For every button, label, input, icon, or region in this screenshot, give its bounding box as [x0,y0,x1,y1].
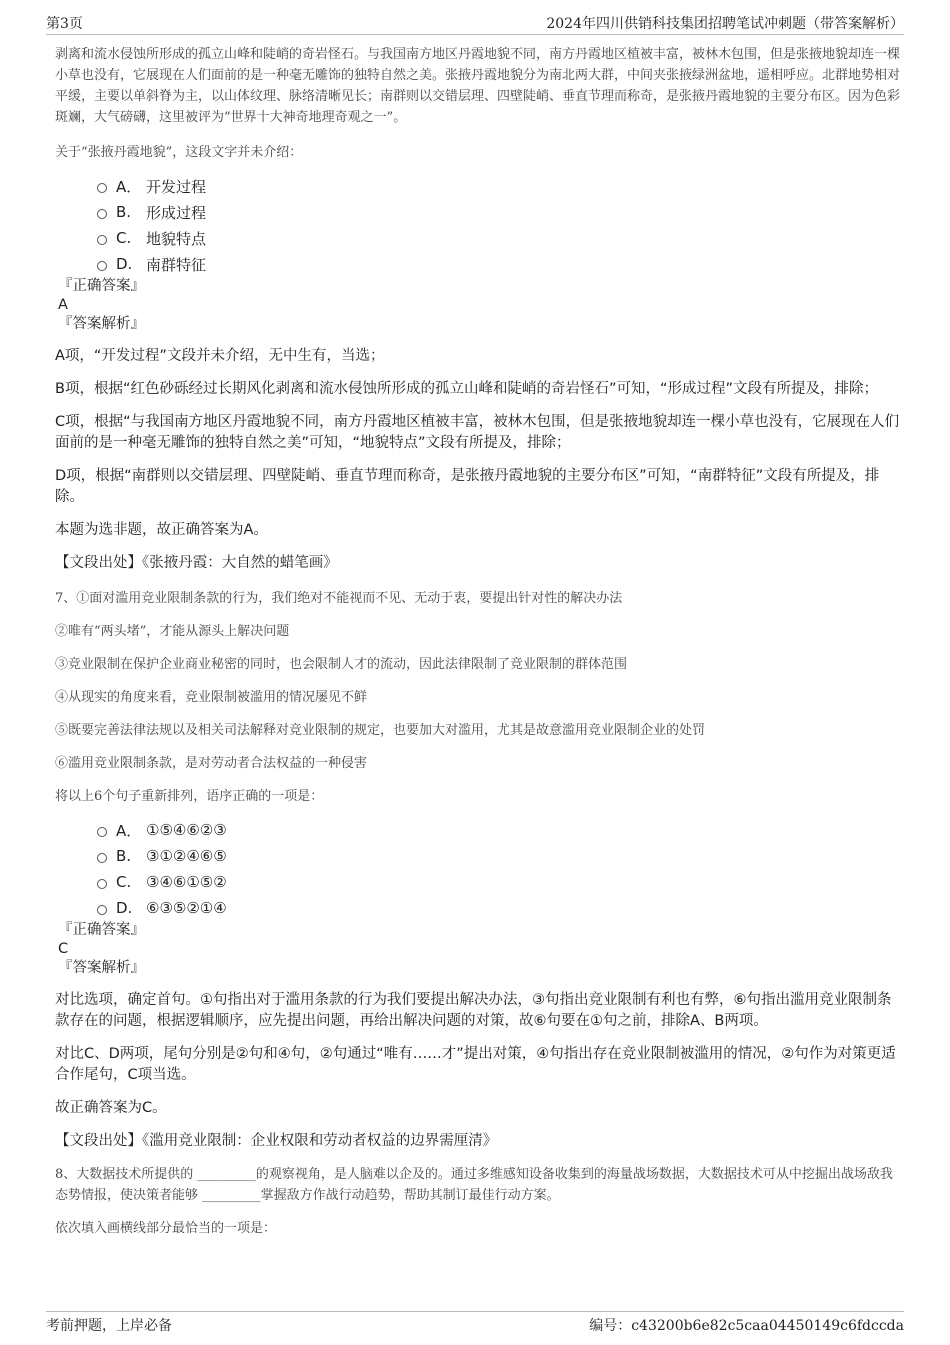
q8-question: 依次填入画横线部分最恰当的一项是： [55,1221,277,1236]
q7-analysis-2: 对比C、D两项，尾句分别是②句和④句，②句通过“唯有……才”提出对策，④句指出存在竞业限制被滥用的情况，②句作为对策更适合作尾句，C项当选。 [55,1046,896,1083]
q7-analysis-1: 对比选项，确定首句。①句指出对于滥用条款的行为我们要提出解决办法，③句指出竞业限制有利也有弊，⑥句指出滥用竞业限制条款存在的问题，根据逻辑顺序，应先提出问题，再给出解决问题的对策，故⑥句要在①句之前，排除A、B两项。 [55,992,892,1029]
radio-icon[interactable] [97,235,107,245]
q6-analysis-3: C项，根据“与我国南方地区丹霞地貌不同，南方丹霞地区植被丰富，被林木包围，但是张掖地貌却连一棵小草也没有，它展现在人们面前的是一种毫无雕饰的独特自然之美”可知，“地貌特点”文段有所提及，排除； [55,414,900,451]
q7-option-d[interactable]: D. ⑥③⑤②①④ [97,895,900,921]
q8-text: 8、大数据技术所提供的 _________的观察视角，是人脑难以企及的。通过多维感知设备收集到的海量战场数据，大数据技术可从中挖掘出战场敌我态势情报，使决策者能够 _________掌握敌方作战行动趋势，帮助其制订最佳行动方案。 [55,1167,893,1203]
q6-passage: 剥离和流水侵蚀所形成的孤立山峰和陡峭的奇岩怪石。与我国南方地区丹霞地貌不同，南方丹霞地区植被丰富，被林木包围，但是张掖地貌却连一棵小草也没有，它展现在人们面前的是一种毫无雕饰的独特自然之美。张掖丹霞地貌分为南北两大群，中间夹张掖绿洲盆地，遥相呼应。北群地势相对平缓，主要以单斜脊为主，以山体纹理、脉络清晰见长；南群则以交错层理、四壁陡峭、垂直节理而称奇，是张掖丹霞地貌的主要分布区。因为色彩斑斓，大气磅礴，这里被评为“世界十大神奇地理奇观之一”。 [55,47,901,125]
radio-icon[interactable] [97,853,107,863]
page-footer [46,1311,904,1336]
q6-analysis-2: B项，根据“红色砂砾经过长期风化剥离和流水侵蚀所形成的孤立山峰和陡峭的奇岩怪石”可知，“形成过程”文段有所提及，排除； [55,381,878,397]
q7-answer-label: 『正确答案』 [58,922,145,938]
q6-option-b[interactable]: B. 形成过程 [97,199,900,225]
q7-option-a[interactable]: A． ①⑤④⑥②③ [97,817,900,843]
q7-sentence-4: ④从现实的角度来看，竞业限制被滥用的情况屡见不鲜 [55,690,368,705]
q6-analysis-1: A项，“开发过程”文段并未介绍，无中生有，当选； [55,348,385,364]
q6-option-a[interactable]: A． 开发过程 [97,173,900,199]
radio-icon[interactable] [97,905,107,915]
q6-answer-label: 『正确答案』 [58,278,145,294]
q7-sentence-6: ⑥滥用竞业限制条款，是对劳动者合法权益的一种侵害 [55,756,368,771]
q7-sentence-3: ③竞业限制在保护企业商业秘密的同时，也会限制人才的流动，因此法律限制了竞业限制的群体范围 [55,657,628,672]
radio-icon[interactable] [97,261,107,271]
radio-icon[interactable] [97,879,107,889]
q7-analysis-3: 故正确答案为C。 [55,1100,167,1116]
q7-sentence-1: 7、①面对滥用竞业限制条款的行为，我们绝对不能视而不见、无动于衷，要提出针对性的解决办法 [55,591,623,606]
q7-analysis-label: 『答案解析』 [58,960,145,976]
q7-answer: C [58,941,69,957]
document-body [55,44,900,1239]
radio-icon[interactable] [97,209,107,219]
q6-analysis-5: 本题为选非题，故正确答案为A。 [55,522,268,538]
q6-option-c[interactable]: C. 地貌特点 [97,225,900,251]
q7-options [97,817,900,921]
radio-icon[interactable] [97,183,107,193]
radio-icon[interactable] [97,827,107,837]
document-id: 编号：c43200b6e82c5caa04450149c6fdccda [589,1318,904,1334]
q7-sentence-5: ⑤既要完善法律法规以及相关司法解释对竞业限制的规定，也要加大对滥用，尤其是故意滥用竞业限制企业的处罚 [55,723,706,738]
q6-source: 【文段出处】《张掖丹霞：大自然的蜡笔画》 [55,555,338,571]
q6-option-d[interactable]: D. 南群特征 [97,251,900,277]
document-title: 2024年四川供销科技集团招聘笔试冲刺题（带答案解析） [546,16,904,32]
q6-analysis-label: 『答案解析』 [58,316,145,332]
q6-options [97,173,900,277]
page-header [46,10,904,35]
q7-option-c[interactable]: C. ③④⑥①⑤② [97,869,900,895]
footer-slogan: 考前押题，上岸必备 [46,1318,172,1334]
q7-question: 将以上6个句子重新排列，语序正确的一项是： [55,789,324,804]
q6-question: 关于“张掖丹霞地貌”，这段文字并未介绍： [55,145,303,160]
q7-sentence-2: ②唯有“两头堵”，才能从源头上解决问题 [55,624,290,639]
page-number: 第3页 [46,16,83,32]
q6-analysis-4: D项，根据“南群则以交错层理、四壁陡峭、垂直节理而称奇，是张掖丹霞地貌的主要分布区”可知，“南群特征”文段有所提及，排除。 [55,468,880,505]
q6-answer: A [58,297,68,313]
q7-option-b[interactable]: B. ③①②④⑥⑤ [97,843,900,869]
q7-source: 【文段出处】《滥用竞业限制：企业权限和劳动者权益的边界需厘清》 [55,1133,498,1149]
